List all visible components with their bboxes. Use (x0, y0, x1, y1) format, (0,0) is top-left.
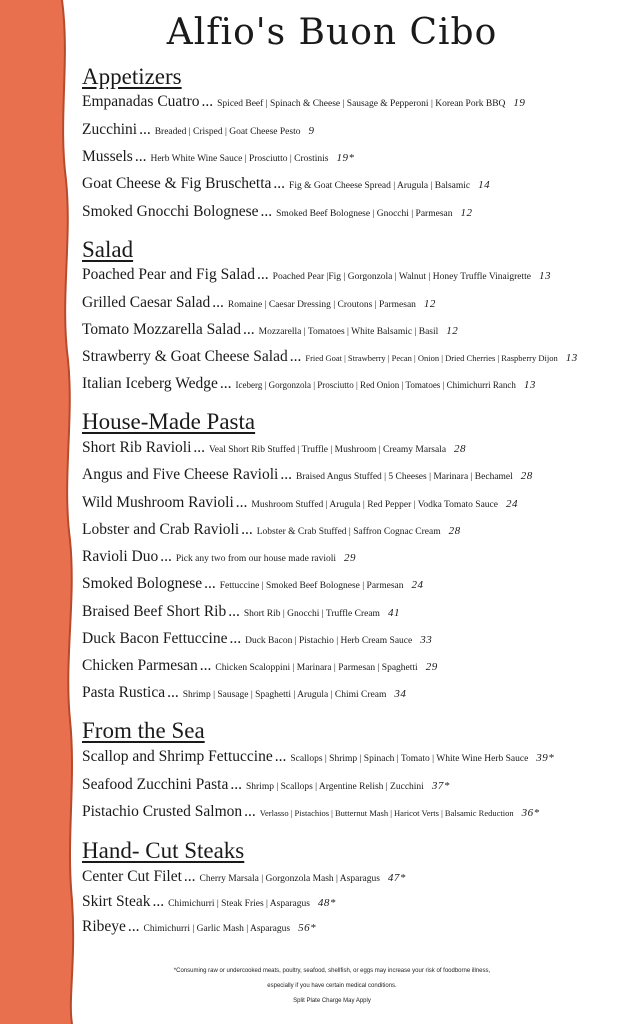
menu-item (82, 603, 400, 623)
item-ellipsis: ... (167, 684, 179, 701)
item-name: Skirt Steak (82, 893, 151, 910)
item-price: 19 (513, 97, 526, 109)
item-description: Short Rib | Gnocchi | Truffle Cream (243, 609, 380, 619)
menu-content (82, 0, 616, 1024)
menu-item (82, 521, 461, 541)
menu-item (82, 548, 356, 568)
item-description: Pick any two from our house made ravioli (175, 554, 336, 564)
item-price: 13 (539, 270, 552, 282)
menu-item (82, 175, 490, 195)
menu-item (82, 348, 578, 367)
item-name: Scallop and Shrimp Fettuccine (82, 748, 273, 765)
menu-item (82, 630, 432, 650)
item-description: Poached Pear |Fig | Gorgonzola | Walnut | Honey Truffle Vinaigrette (272, 272, 532, 282)
item-description: Shrimp | Sausage | Spaghetti | Arugula | Chimi Cream (182, 690, 387, 700)
item-description: Romaine | Caesar Dressing | Croutons | Parmesan (227, 300, 416, 310)
item-description: Fig & Goat Cheese Spread | Arugula | Balsamic (289, 181, 471, 191)
item-description: Smoked Beef Bolognese | Gnocchi | Parmesan (276, 209, 453, 219)
item-name: Zucchini (82, 121, 138, 138)
item-ellipsis: ... (273, 175, 286, 192)
item-ellipsis: ... (204, 575, 216, 592)
section-title-hand-cut-steaks: Hand- Cut Steaks (82, 838, 245, 863)
item-price: 24 (506, 498, 518, 510)
item-ellipsis: ... (243, 321, 255, 338)
item-description: Scallops | Shrimp | Spinach | Tomato | White Wine Herb Sauce (290, 754, 529, 764)
decorative-side-stripe (0, 0, 80, 1024)
item-ellipsis: ... (212, 294, 224, 311)
item-price: 13 (523, 379, 536, 391)
menu-item (82, 375, 536, 394)
item-name: Chicken Parmesan (82, 657, 198, 674)
item-name: Italian Iceberg Wedge (82, 375, 218, 392)
item-name: Smoked Gnocchi Bolognese (82, 203, 259, 220)
item-ellipsis: ... (280, 466, 292, 483)
item-description: Veal Short Rib Stuffed | Truffle | Mushroom | Creamy Marsala (209, 445, 447, 455)
item-price: 37* (431, 780, 450, 792)
item-name: Tomato Mozzarella Salad (82, 321, 242, 338)
item-name: Grilled Caesar Salad (82, 294, 211, 311)
item-name: Lobster and Crab Ravioli (82, 521, 240, 538)
item-name: Empanadas Cuatro (82, 93, 200, 110)
item-description: Shrimp | Scallops | Argentine Relish | Zucchini (245, 782, 424, 792)
item-price: 34 (394, 688, 407, 700)
item-description: Chicken Scaloppini | Marinara | Parmesan | Spaghetti (215, 663, 418, 673)
menu-item (82, 321, 458, 341)
item-price: 39* (536, 752, 555, 764)
item-ellipsis: ... (134, 148, 147, 165)
item-price: 12 (423, 298, 436, 310)
item-price: 24 (411, 579, 424, 591)
item-description: Spiced Beef | Spinach & Cheese | Sausage & Pepperoni | Korean Pork BBQ (217, 99, 506, 109)
item-ellipsis: ... (235, 494, 248, 511)
item-name: Pasta Rustica (82, 684, 166, 701)
section-title-house-made-pasta: House-Made Pasta (82, 409, 256, 434)
menu-item (82, 466, 533, 486)
menu-item (82, 266, 551, 286)
item-ellipsis: ... (219, 375, 232, 392)
item-name: Short Rib Ravioli (82, 439, 192, 456)
menu-item (82, 439, 466, 459)
item-name: Strawberry & Goat Cheese Salad (82, 348, 288, 365)
item-ellipsis: ... (152, 893, 165, 910)
item-ellipsis: ... (183, 868, 196, 885)
item-price: 41 (387, 607, 400, 619)
item-description: Herb White Wine Sauce | Prosciutto | Crostinis (150, 154, 329, 164)
item-name: Ravioli Duo (82, 548, 159, 565)
item-price: 47* (387, 872, 406, 884)
item-name: Wild Mushroom Ravioli (82, 494, 234, 511)
item-name: Ribeye (82, 918, 126, 935)
item-name: Angus and Five Cheese Ravioli (82, 466, 279, 483)
menu-item (82, 776, 450, 796)
item-description: Braised Angus Stuffed | 5 Cheeses | Marinara | Bechamel (295, 472, 513, 482)
item-description: Fettuccine | Smoked Beef Bolognese | Parmesan (219, 581, 404, 591)
item-price: 12 (446, 325, 459, 337)
menu-item (82, 803, 540, 822)
item-ellipsis: ... (139, 121, 151, 138)
item-price: 13 (565, 352, 578, 364)
item-description: Iceberg | Gorgonzola | Prosciutto | Red Onion | Tomatoes | Chimichurri Ranch (235, 380, 516, 390)
menu-item (82, 868, 406, 888)
item-description: Mushroom Stuffed | Arugula | Red Pepper | Vodka Tomato Sauce (251, 500, 498, 510)
item-ellipsis: ... (260, 203, 273, 220)
item-ellipsis: ... (289, 348, 302, 365)
menu-item (82, 203, 473, 223)
item-ellipsis: ... (127, 918, 140, 935)
item-name: Center Cut Filet (82, 868, 182, 885)
item-price: 29 (425, 661, 438, 673)
item-price: 14 (478, 179, 491, 191)
item-ellipsis: ... (228, 603, 240, 620)
menu-item (82, 748, 554, 768)
item-description: Chimichurri | Garlic Mash | Asparagus (143, 924, 291, 934)
item-ellipsis: ... (257, 266, 269, 283)
item-price: 19* (336, 152, 355, 164)
footer-disclaimer: *Consuming raw or undercooked meats, poultry, seafood, shellfish, or eggs may increase your risk of foodborne illness, (173, 968, 491, 974)
menu-item (82, 148, 354, 168)
menu-item (82, 893, 336, 913)
item-price: 33 (420, 634, 433, 646)
item-description: Lobster & Crab Stuffed | Saffron Cognac Cream (256, 527, 441, 537)
item-price: 36* (521, 807, 540, 819)
item-description: Chimichurri | Steak Fries | Asparagus (168, 899, 310, 909)
item-name: Smoked Bolognese (82, 575, 203, 592)
item-name: Pistachio Crusted Salmon (82, 803, 243, 820)
footer-split-plate: Split Plate Charge May Apply (293, 998, 371, 1004)
item-ellipsis: ... (193, 439, 205, 456)
item-description: Verlasso | Pistachios | Butternut Mash | Haricot Verts | Balsamic Reduction (259, 808, 514, 818)
item-price: 12 (460, 207, 473, 219)
menu-item (82, 575, 423, 595)
item-ellipsis: ... (274, 748, 287, 765)
item-ellipsis: ... (160, 548, 172, 565)
item-ellipsis: ... (241, 521, 253, 538)
section-title-appetizers: Appetizers (82, 64, 182, 89)
item-description: Cherry Marsala | Gorgonzola Mash | Asparagus (199, 874, 380, 884)
item-price: 9 (308, 125, 315, 137)
item-price: 28 (520, 470, 533, 482)
item-name: Goat Cheese & Fig Bruschetta (82, 175, 272, 192)
item-ellipsis: ... (229, 630, 242, 647)
item-description: Mozzarella | Tomatoes | White Balsamic | Basil (258, 327, 439, 337)
item-name: Mussels (82, 148, 133, 165)
item-ellipsis: ... (230, 776, 242, 793)
menu-item (82, 494, 518, 514)
item-description: Breaded | Crisped | Goat Cheese Pesto (154, 127, 301, 137)
menu-item (82, 684, 406, 704)
item-ellipsis: ... (201, 93, 214, 110)
section-title-from-the-sea: From the Sea (82, 718, 205, 743)
section-title-salad: Salad (82, 237, 134, 262)
item-price: 28 (454, 443, 467, 455)
restaurant-title: Alfio's Buon Cibo (166, 12, 498, 53)
footer-disclaimer-cont: especially if you have certain medical conditions. (267, 983, 397, 989)
item-name: Seafood Zucchini Pasta (82, 776, 229, 793)
item-name: Poached Pear and Fig Salad (82, 266, 256, 283)
item-description: Fried Goat | Strawberry | Pecan | Onion | Dried Cherries | Raspberry Dijon (305, 353, 558, 363)
menu-item (82, 93, 525, 113)
menu-item (82, 121, 314, 141)
item-ellipsis: ... (199, 657, 212, 674)
menu-item (82, 657, 438, 677)
item-ellipsis: ... (244, 803, 256, 820)
item-name: Duck Bacon Fettuccine (82, 630, 228, 647)
menu-item (82, 918, 316, 938)
item-price: 48* (317, 897, 336, 909)
item-price: 29 (344, 552, 356, 564)
item-description: Duck Bacon | Pistachio | Herb Cream Sauce (245, 636, 413, 646)
item-name: Braised Beef Short Rib (82, 603, 227, 620)
item-price: 28 (448, 525, 461, 537)
item-price: 56* (298, 922, 317, 934)
menu-item (82, 294, 436, 314)
